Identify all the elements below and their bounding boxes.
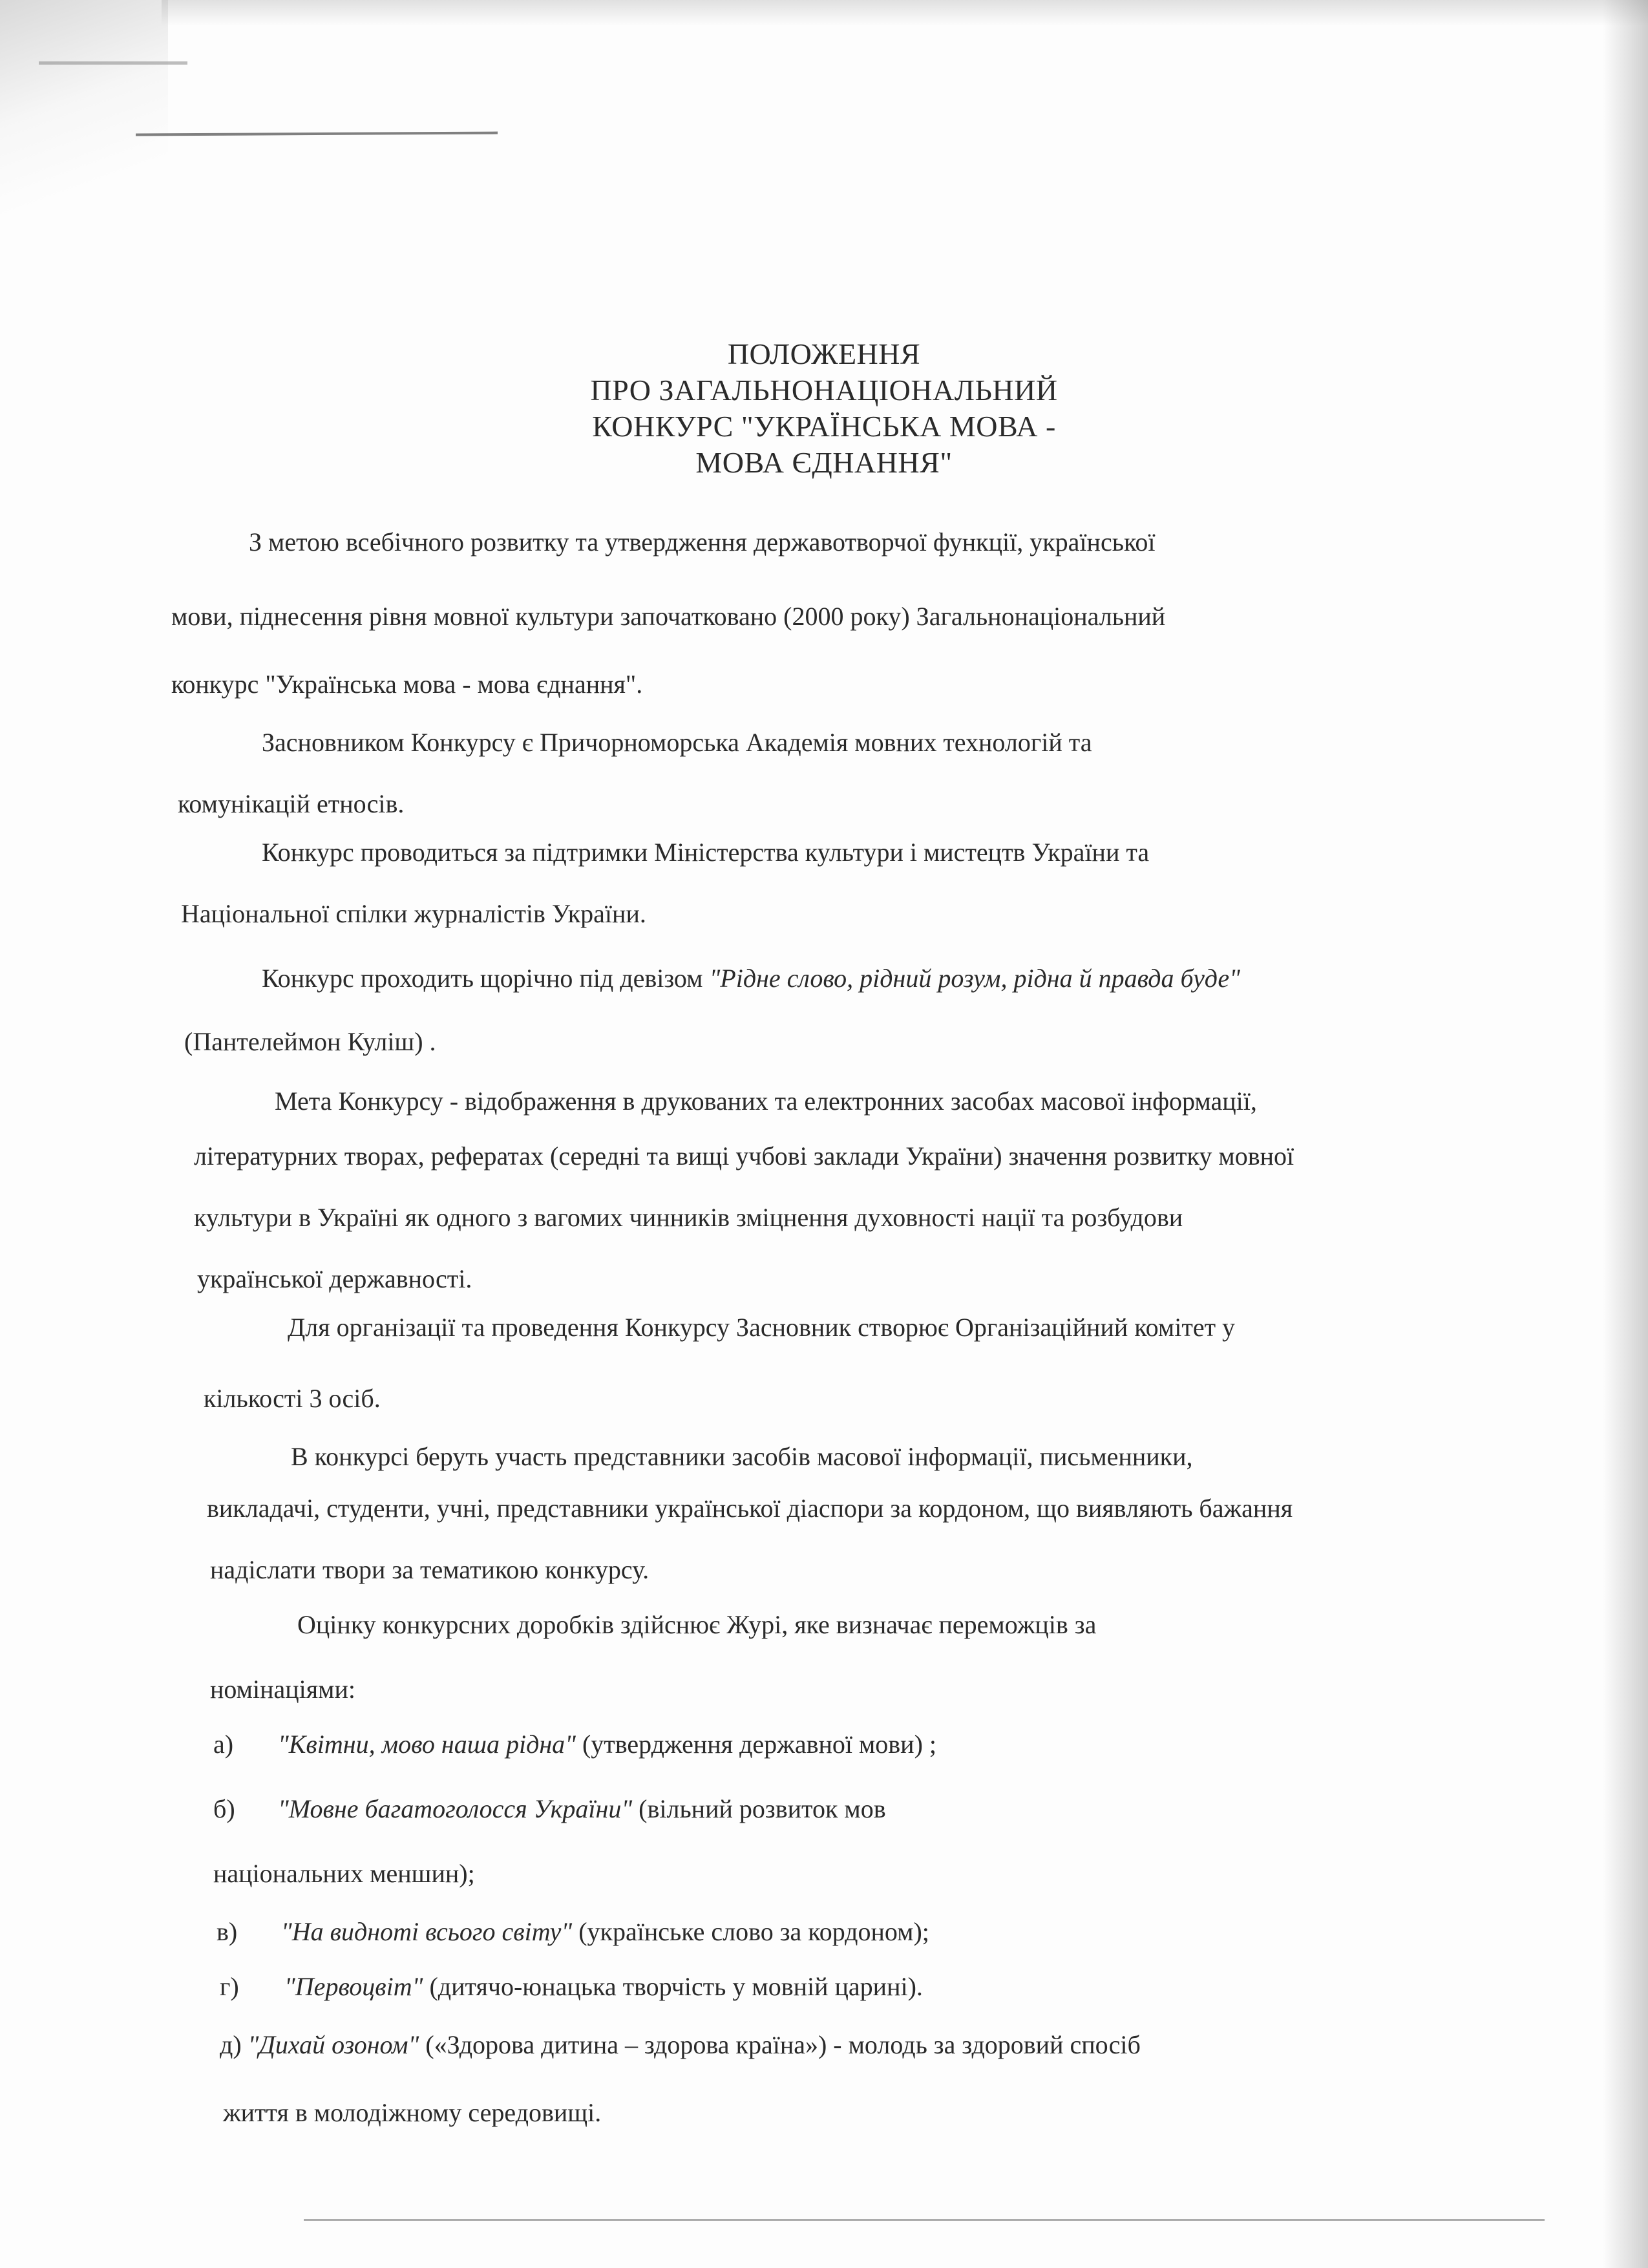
text-line: мови, піднесення рівня мовної культури започатковано (2000 року) Загальнонаціональний: [171, 602, 1166, 631]
title-line: ПОЛОЖЕННЯ: [727, 337, 921, 370]
title-line: ПРО ЗАГАЛЬНОНАЦІОНАЛЬНИЙ: [590, 374, 1058, 407]
nomination-item: [213, 1794, 886, 1825]
text-line: Оцінку конкурсних доробків здійснює Журі, яке визначає переможців за: [297, 1610, 1097, 1639]
text-line: життя в молодіжному середовищі.: [223, 2098, 602, 2127]
scan-shadow-top: [162, 0, 1648, 26]
motto-text: "Рідне слово, рідний розум, рідна й правда буде": [709, 964, 1240, 993]
text-line: кількості 3 осіб.: [204, 1384, 381, 1413]
list-marker: б): [213, 1794, 235, 1823]
scan-shadow-corner: [0, 0, 168, 304]
text-line: конкурс "Українська мова - мова єднання".: [171, 670, 643, 699]
text-line: викладачі, студенти, учні, представники української діаспори за кордоном, що виявляють бажання: [207, 1494, 1293, 1523]
scan-artifact-line: [304, 2219, 1545, 2221]
nomination-name: "На виднoті всього світу": [281, 1917, 573, 1946]
nomination-item: [217, 1916, 929, 1947]
text-line: Конкурс проводиться за підтримки Міністерства культури і мистецтв України та: [262, 838, 1150, 867]
nomination-item: [220, 2030, 1141, 2061]
nomination-name: "Квітни, мово наша рідна": [278, 1730, 576, 1759]
text-line: надіслати твори за тематикою конкурсу.: [210, 1555, 650, 1584]
text-line: З метою всебічного розвитку та утвердження державотворчої функції, української: [249, 527, 1156, 556]
text-line: номінаціями:: [210, 1675, 355, 1704]
nomination-desc: («Здорова дитина – здорова країна») - молодь за здоровий спосіб: [419, 2030, 1141, 2059]
nomination-name: "Дихай озоном": [248, 2030, 419, 2059]
list-marker: в): [217, 1917, 238, 1946]
text-line: національних меншин);: [213, 1859, 475, 1888]
nomination-desc: (дитячо-юнацька творчість у мовній царині).: [423, 1972, 923, 2001]
text-line: (Пантелеймон Куліш) .: [184, 1027, 436, 1056]
nomination-desc: (вільний розвиток мов: [632, 1794, 886, 1823]
document-title: [452, 336, 1196, 481]
text-line: Національної спілки журналістів України.: [181, 899, 646, 928]
text-line: Мета Конкурсу - відображення в друкованих та електронних засобах масової інформації,: [275, 1086, 1257, 1116]
nomination-desc: (українське слово за кордоном);: [572, 1917, 929, 1946]
text-line: В конкурсі беруть участь представники засобів масової інформації, письменники,: [291, 1442, 1193, 1471]
title-line: КОНКУРС "УКРАЇНСЬКА МОВА -: [592, 410, 1056, 443]
text-line: Засновником Конкурсу є Причорноморська Академія мовних технологій та: [262, 728, 1092, 757]
nomination-name: "Первоцвіт": [284, 1972, 423, 2001]
text-line: Для організації та проведення Конкурсу Засновник створює Організаційний комітет у: [288, 1313, 1236, 1342]
text-line: культури в Україні як одного з вагомих чинників зміцнення духовності нації та розбудови: [194, 1203, 1183, 1232]
list-marker: г): [220, 1972, 239, 2001]
text-line: української державності.: [197, 1264, 472, 1293]
nomination-name: "Мовне багатоголосся України": [278, 1794, 633, 1823]
text-line: літературних творах, рефератах (середні та вищі учбові заклади України) значення розвитку мовної: [194, 1141, 1294, 1171]
text-span: Конкурс проходить щорічно під девізом: [262, 964, 710, 993]
nomination-item: [220, 1971, 923, 2002]
scan-artifact-line: [136, 132, 498, 136]
list-marker: а): [213, 1730, 234, 1759]
motto-line: [262, 963, 1240, 994]
title-line: МОВА ЄДНАННЯ": [695, 446, 953, 479]
scan-shadow-right: [1603, 0, 1648, 2268]
text-line: комунікацій етносів.: [178, 789, 405, 818]
nomination-item: [213, 1729, 936, 1760]
list-marker: д): [220, 2030, 242, 2059]
scan-artifact-line: [39, 61, 187, 65]
nomination-desc: (утвердження державної мови) ;: [575, 1730, 937, 1759]
